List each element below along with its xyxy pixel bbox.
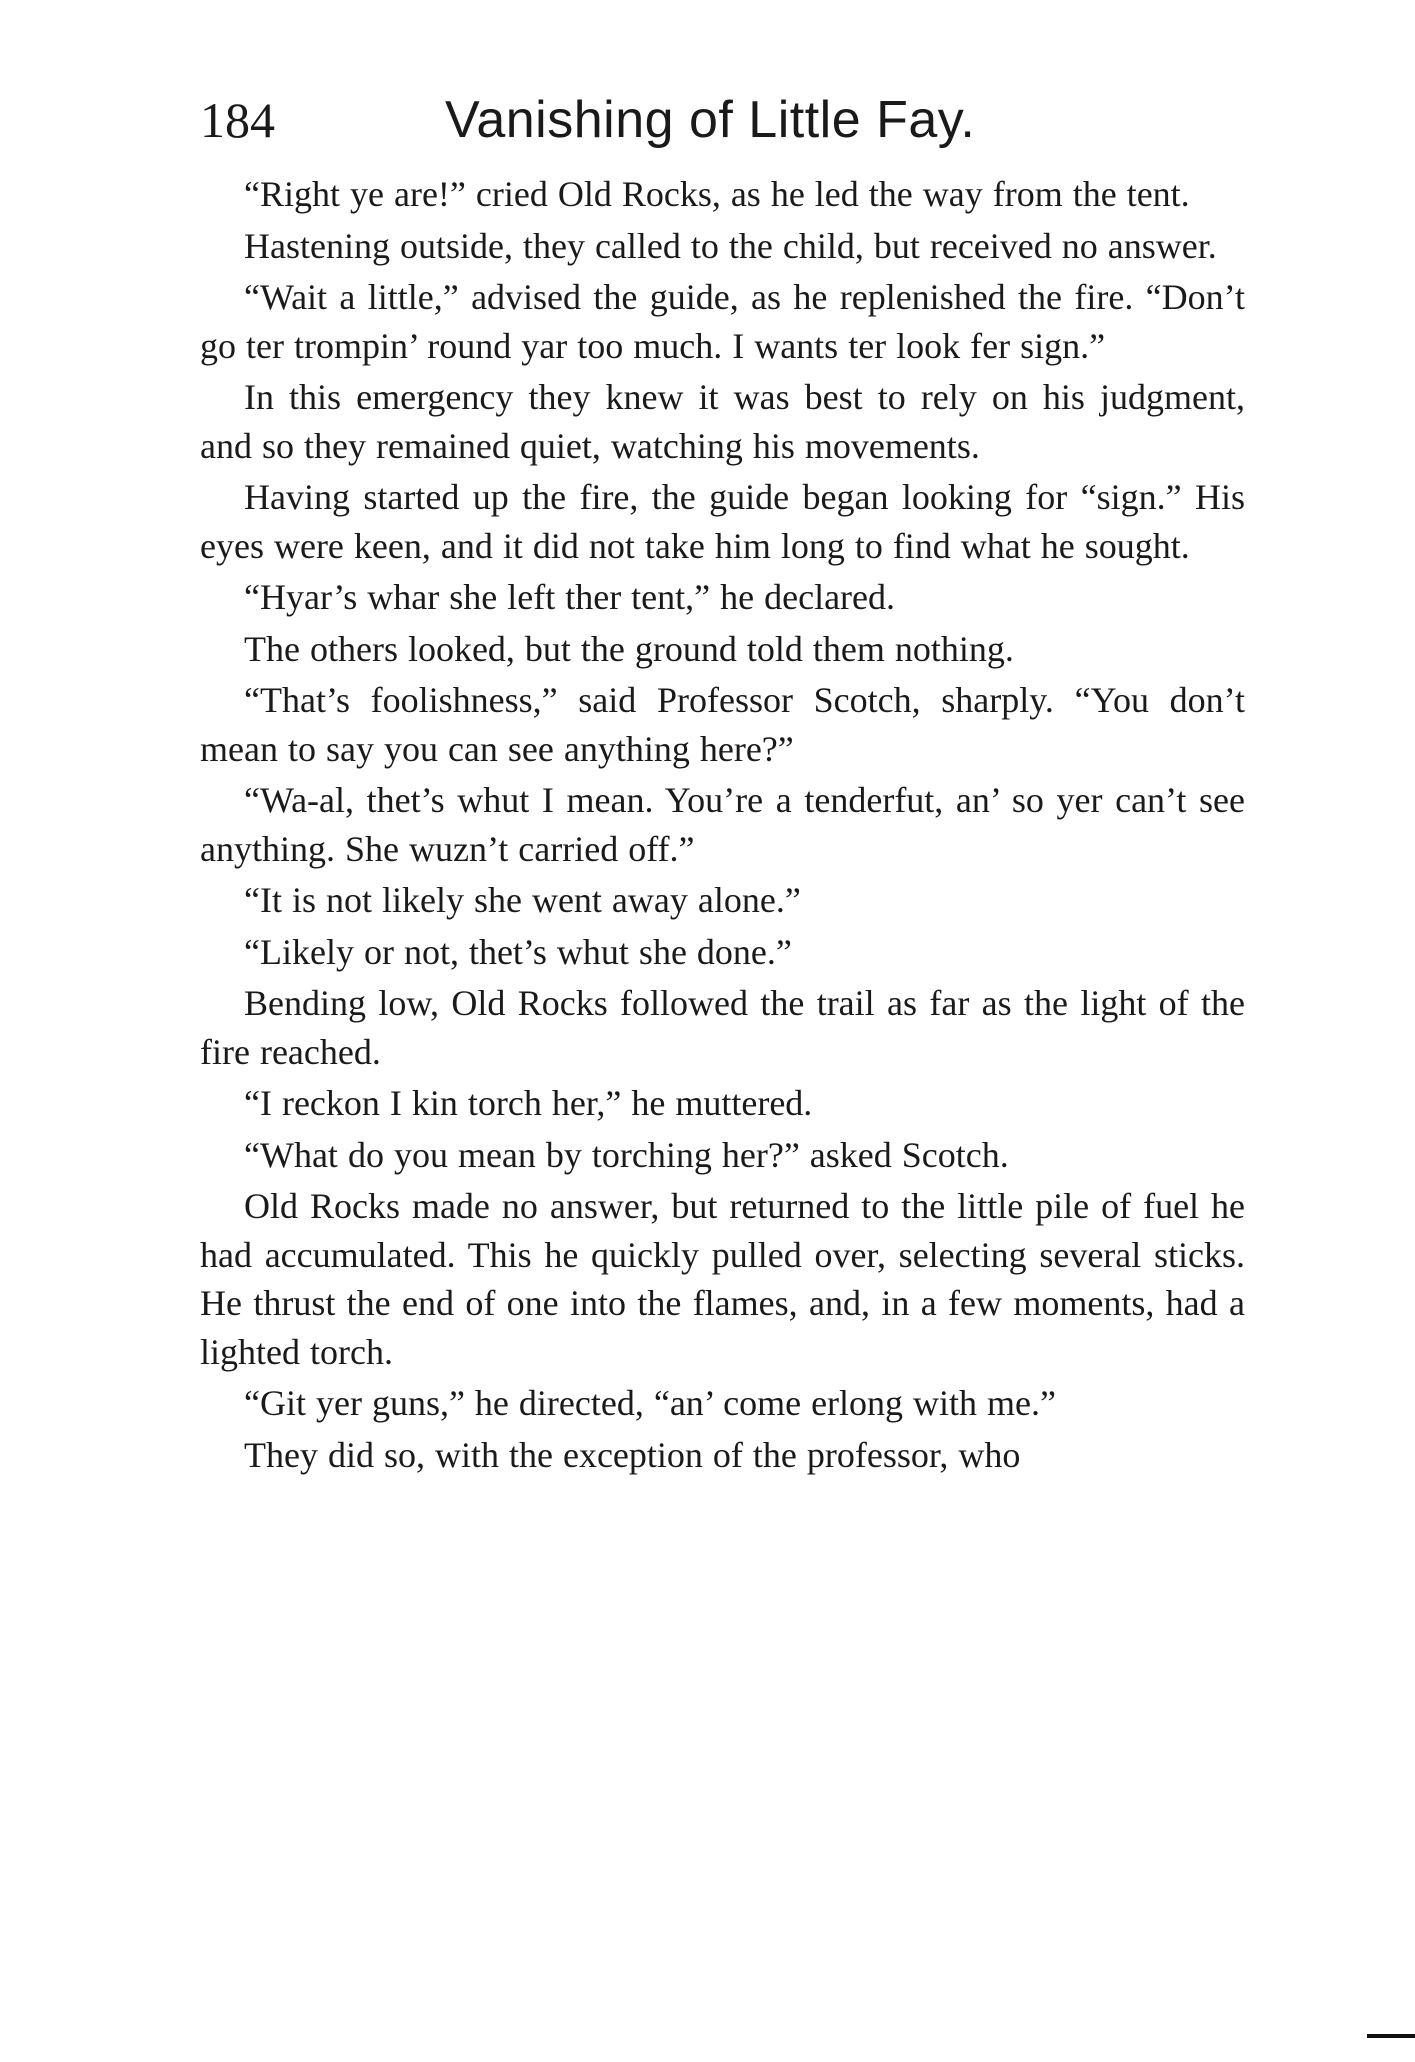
paragraph: “Hyar’s whar she left ther tent,” he declared. [244, 577, 896, 617]
paragraph: “It is not likely she went away alone.” [244, 880, 801, 920]
paragraph: Bending low, Old Rocks followed the trail as far as the light of the fire reached. [200, 983, 1245, 1072]
paragraph: Having started up the fire, the guide began looking for “sign.” His eyes were keen, and it did not take him long to find what he sought. [200, 477, 1245, 566]
page-number: 184 [200, 92, 275, 148]
paragraph: Hastening outside, they called to the child, but received no answer. [244, 225, 1217, 266]
paragraph: The others looked, but the ground told them nothing. [244, 628, 1014, 669]
paragraph: Old Rocks made no answer, but returned to the little pile of fuel he had accumulated. This he quickly pulled over, selecting several sticks. He thrust the end of one into the flames, and, in a few moments, had a lighted torch. [200, 1186, 1245, 1372]
paragraph: “I reckon I kin torch her,” he muttered. [244, 1083, 813, 1123]
paragraph: “Git yer guns,” he directed, “an’ come erlong with me.” [244, 1383, 1057, 1423]
paragraph: “Wa-al, thet’s whut I mean. You’re a tenderfut, an’ so yer can’t see anything. She wuzn’t carried off.” [200, 780, 1245, 869]
paragraph: “That’s foolishness,” said Professor Scotch, sharply. “You don’t mean to say you can see anything here?” [200, 680, 1245, 769]
paragraph: “What do you mean by torching her?” asked Scotch. [244, 1134, 1009, 1175]
paragraph: “Likely or not, thet’s whut she done.” [244, 931, 792, 972]
paragraph: “Wait a little,” advised the guide, as he replenished the fire. “Don’t go ter trompin’ round yar too much. I wants ter look fer sign.” [200, 277, 1245, 366]
paragraph: In this emergency they knew it was best to rely on his judgment, and so they remained quiet, watching his movements. [200, 377, 1245, 466]
page-body [200, 170, 1245, 1482]
running-title: Vanishing of Little Fay. [445, 91, 976, 149]
page-header [200, 80, 1245, 160]
page-edge-mark [1367, 2034, 1415, 2038]
paragraph: “Right ye are!” cried Old Rocks, as he led the way from the tent. [244, 174, 1190, 214]
paragraph: They did so, with the exception of the professor, who [244, 1434, 1021, 1475]
